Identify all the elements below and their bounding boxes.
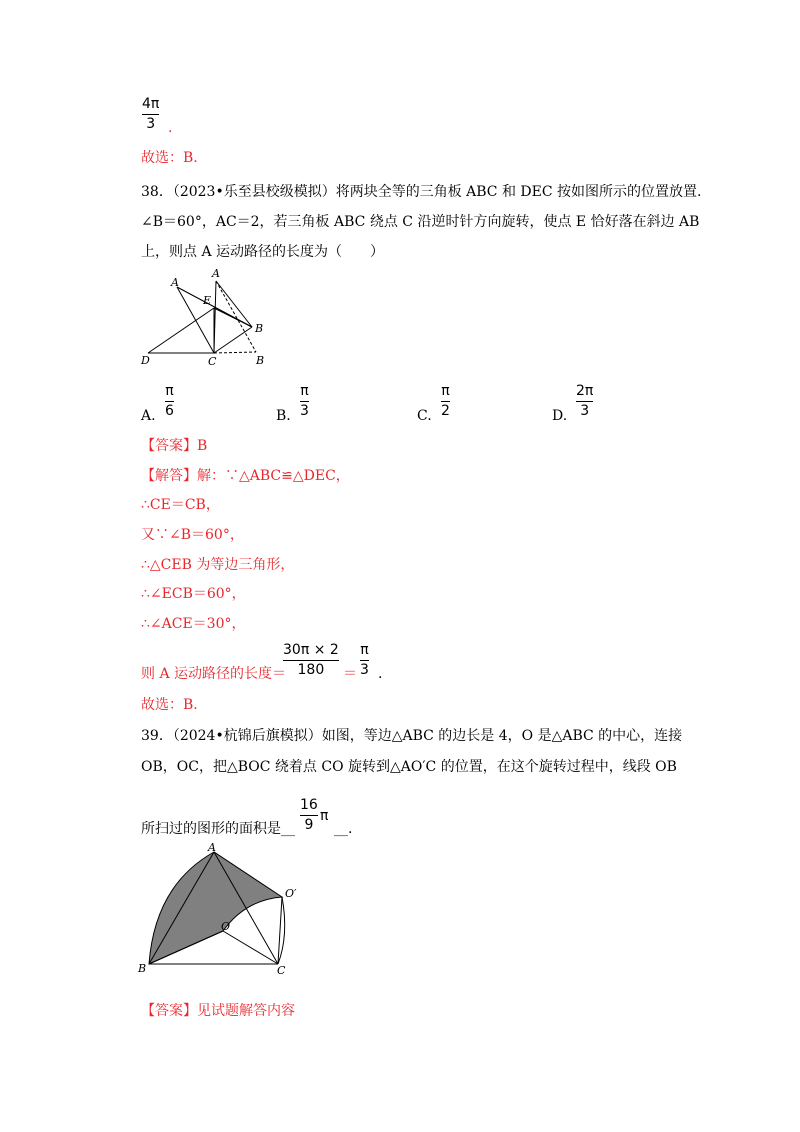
q38-line2: ∠B＝60°，AC＝2，若三角板 ABC 绕点 C 沿逆时针方向旋转，使点 E 恰好落在斜边 AB — [141, 214, 700, 230]
q38-path-prefix: 则 A 运动路径的长度＝ — [141, 666, 287, 682]
q38-path-fraction2: π 3 — [360, 642, 369, 678]
top-end-dot: . — [168, 120, 173, 136]
q38-sol-line3: 又∵∠B＝60°， — [141, 527, 244, 543]
q38-option-b-letter: B. — [276, 408, 291, 424]
q39-answer-fraction: 16 9 — [300, 797, 318, 833]
q38-sol-line5: ∴∠ECB＝60°， — [141, 586, 246, 602]
q39-label-b: B — [138, 962, 147, 975]
q38-option-c-fraction: π 2 — [441, 383, 450, 419]
top-fraction-den: 3 — [146, 116, 156, 132]
q38-sol-line6: ∴∠ACE＝30°， — [141, 616, 246, 632]
q38-sol-line4: ∴△CEB 为等边三角形， — [141, 557, 295, 573]
q39-label-o2: O′ — [285, 887, 297, 900]
q39-label-o: O — [221, 920, 231, 933]
q38-label-b2: B — [256, 354, 265, 367]
q38-option-c-letter: C. — [417, 408, 432, 424]
q39-line3-prefix: 所扫过的图形的面积是__ — [141, 821, 295, 837]
q38-answer: 【答案】B — [141, 438, 208, 454]
q38-sol-line1: 【解答】解：∵△ABC≌△DEC， — [141, 468, 350, 484]
q38-label-c: C — [208, 355, 217, 368]
q39-line2: OB，OC，把△BOC 绕着点 CO 旋转到△AO′C 的位置，在这个旋转过程中，线段 OB — [141, 759, 677, 775]
q38-label-a2: A — [212, 268, 220, 280]
q38-option-d-letter: D. — [552, 408, 568, 424]
q38-figure — [140, 268, 275, 368]
q39-answer: 【答案】见试题解答内容 — [141, 1003, 295, 1019]
q39-figure — [135, 840, 300, 980]
q39-pi: π — [320, 808, 329, 824]
q38-option-a-letter: A. — [141, 408, 156, 424]
q38-option-a-fraction: π 6 — [165, 383, 174, 419]
top-choose: 故选：B. — [141, 150, 198, 166]
q38-label-d: D — [141, 354, 150, 367]
q38-path-end: . — [378, 666, 383, 682]
q39-line3-suffix: __. — [334, 821, 353, 837]
q38-option-d-fraction: 2π 3 — [576, 383, 594, 419]
top-fraction-num: 4π — [142, 96, 160, 112]
q38-path-equals: ＝ — [343, 666, 357, 682]
q38-path-fraction1: 30π × 2 180 — [283, 642, 339, 678]
q39-label-a: A — [208, 841, 216, 854]
q38-sol-line2: ∴CE＝CB， — [141, 497, 220, 513]
q38-label-b: B — [255, 322, 264, 335]
q38-label-a: A — [171, 276, 179, 289]
q39-line1: 39．（2024•杭锦后旗模拟）如图，等边△ABC 的边长是 4，O 是△ABC 的中心，连接 — [141, 728, 683, 744]
q38-choose: 故选：B. — [141, 697, 198, 713]
q38-label-e: E — [203, 294, 212, 307]
q38-option-b-fraction: π 3 — [300, 383, 309, 419]
q38-line3: 上，则点 A 运动路径的长度为（ ） — [141, 244, 385, 260]
q38-line1: 38．（2023•乐至县校级模拟）将两块全等的三角板 ABC 和 DEC 按如图所示的位置放置. — [141, 184, 702, 200]
top-fraction — [142, 97, 159, 132]
q39-label-c: C — [277, 964, 286, 977]
